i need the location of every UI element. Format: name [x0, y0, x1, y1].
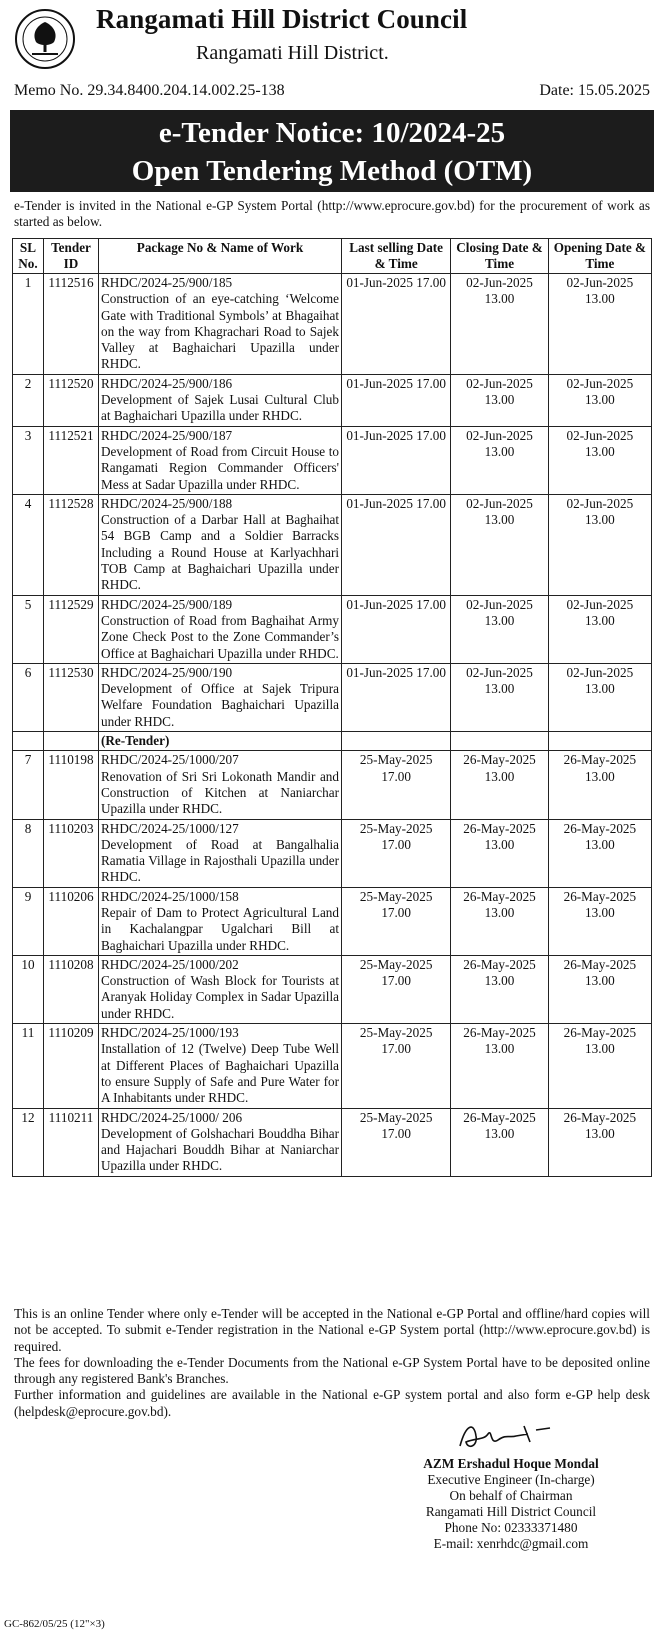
signer-name: AZM Ershadul Hoque Mondal [423, 1456, 599, 1471]
signer-title: Executive Engineer (In-charge) [427, 1472, 595, 1487]
cell-tender-id: 1112530 [44, 663, 99, 731]
table-row [13, 1024, 652, 1108]
work-name: Construction of Wash Block for Tourists at Aranyak Holiday Complex in Sadar Upazilla under RHDC. [101, 973, 339, 1021]
cell-last-selling: 25-May-2025 17.00 [342, 955, 451, 1023]
table-row [13, 595, 652, 663]
table-header-row [13, 239, 652, 274]
signer-org: Rangamati Hill District Council [425, 1504, 597, 1519]
package-number: RHDC/2024-25/900/189 [101, 596, 233, 612]
note-3: Further information and guidelines are available in the National e-GP system portal and also form e-GP help desk (helpdesk@eprocure.gov.bd). [14, 1387, 650, 1419]
cell-last-selling: 01-Jun-2025 17.00 [342, 494, 451, 595]
retender-label: (Re-Tender) [99, 732, 342, 751]
cell-last-selling: 25-May-2025 17.00 [342, 751, 451, 819]
cell-package [99, 663, 342, 731]
banner-line-1: e-Tender Notice: 10/2024-25 [158, 117, 506, 149]
table-row [13, 819, 652, 887]
cell-closing: 02-Jun-2025 13.00 [451, 426, 548, 494]
cell-package [99, 374, 342, 426]
signer-phone: Phone No: 02333371480 [444, 1520, 578, 1535]
header-package: Package No & Name of Work [99, 239, 342, 274]
retender-blank-3 [342, 732, 451, 751]
cell-closing: 26-May-2025 13.00 [451, 819, 548, 887]
cell-closing: 26-May-2025 13.00 [451, 1024, 548, 1108]
notice-banner [10, 110, 654, 192]
cell-closing: 26-May-2025 13.00 [451, 751, 548, 819]
package-number: RHDC/2024-25/900/185 [101, 275, 233, 290]
cell-opening: 26-May-2025 13.00 [548, 819, 651, 887]
header-closing: Closing Date & Time [451, 239, 548, 274]
cell-sl: 9 [13, 887, 44, 955]
header-tender-id: Tender ID [44, 239, 99, 274]
table-row [13, 1108, 652, 1176]
table-row [13, 374, 652, 426]
retender-blank-2 [44, 732, 99, 751]
header [10, 4, 654, 99]
cell-sl: 12 [13, 1108, 44, 1176]
cell-tender-id: 1110206 [44, 887, 99, 955]
cell-tender-id: 1110209 [44, 1024, 99, 1108]
cell-package [99, 426, 342, 494]
package-number: RHDC/2024-25/1000/ 206 [101, 1109, 243, 1125]
work-name: Development of Road at Bangalhalia Ramatia Village in Rajosthali Upazilla under RHDC. [101, 836, 339, 885]
cell-sl: 5 [13, 595, 44, 663]
retender-blank-1 [13, 732, 44, 751]
cell-opening: 02-Jun-2025 13.00 [548, 374, 651, 426]
package-number: RHDC/2024-25/900/190 [101, 664, 233, 680]
cell-sl: 8 [13, 819, 44, 887]
cell-closing: 02-Jun-2025 13.00 [451, 663, 548, 731]
work-name: Development of Road from Circuit House to Rangamati Region Commander Officers' Mess at Sadar Upazilla under RHDC. [101, 443, 339, 492]
package-number: RHDC/2024-25/900/188 [101, 495, 233, 511]
memo-number: Memo No. 29.34.8400.204.14.002.25-138 [14, 82, 285, 99]
table-row [13, 274, 652, 375]
org-subtitle: Rangamati Hill District. [196, 42, 389, 64]
cell-tender-id: 1110203 [44, 819, 99, 887]
signer-email: E-mail: xenrhdc@gmail.com [433, 1536, 589, 1551]
cell-sl: 3 [13, 426, 44, 494]
cell-tender-id: 1112529 [44, 595, 99, 663]
cell-sl: 2 [13, 374, 44, 426]
header-opening: Opening Date & Time [548, 239, 651, 274]
cell-closing: 02-Jun-2025 13.00 [451, 494, 548, 595]
signature-icon [454, 1416, 564, 1456]
cell-last-selling: 01-Jun-2025 17.00 [342, 426, 451, 494]
retender-blank-4 [451, 732, 548, 751]
work-name: Renovation of Sri Sri Lokonath Mandir and Construction of Kitchen at Naniarchar Upazilla under RHDC. [101, 768, 339, 817]
work-name: Construction of a Darbar Hall at Baghaihat 54 BGB Camp and a Soldier Barracks Including a Round House at Karlyachhari TOB Camp at Baghaichari Upazilla under RHDC. [101, 512, 339, 593]
package-number: RHDC/2024-25/900/187 [101, 427, 233, 443]
cell-package [99, 1108, 342, 1176]
package-number: RHDC/2024-25/1000/207 [101, 752, 239, 768]
intro-text: e-Tender is invited in the National e-GP System Portal (http://www.eprocure.gov.bd) for the procurement of work as started as below. [14, 198, 650, 229]
cell-opening: 02-Jun-2025 13.00 [548, 494, 651, 595]
cell-sl: 11 [13, 1024, 44, 1108]
cell-package [99, 1024, 342, 1108]
work-name: Construction of Road from Baghaihat Army Zone Check Post to the Zone Commander’s Office at Baghaichari Upazilla under RHDC. [101, 612, 339, 661]
footer-code: GC-862/05/25 (12"×3) [4, 1618, 105, 1630]
cell-opening: 02-Jun-2025 13.00 [548, 426, 651, 494]
cell-package [99, 751, 342, 819]
cell-package [99, 887, 342, 955]
cell-sl: 10 [13, 955, 44, 1023]
cell-package [99, 274, 342, 375]
cell-last-selling: 25-May-2025 17.00 [342, 819, 451, 887]
signer-behalf: On behalf of Chairman [449, 1488, 573, 1503]
org-title: Rangamati Hill District Council [96, 4, 468, 34]
package-number: RHDC/2024-25/1000/193 [101, 1025, 239, 1041]
council-seal-icon [14, 8, 76, 70]
work-name: Development of Sajek Lusai Cultural Club at Baghaichari Upazilla under RHDC. [101, 392, 339, 424]
cell-package [99, 955, 342, 1023]
work-name: Installation of 12 (Twelve) Deep Tube Well at Different Places of Baghaichari Upazilla to ensure Supply of Safe and Pure Water for A Inhabitants under RHDC. [101, 1041, 339, 1106]
cell-sl: 6 [13, 663, 44, 731]
header-last-selling: Last selling Date & Time [342, 239, 451, 274]
cell-opening: 26-May-2025 13.00 [548, 1024, 651, 1108]
cell-opening: 26-May-2025 13.00 [548, 1108, 651, 1176]
cell-package [99, 494, 342, 595]
retender-blank-5 [548, 732, 651, 751]
tender-notice [10, 4, 654, 1551]
signature-block [380, 1456, 642, 1552]
cell-tender-id: 1112521 [44, 426, 99, 494]
cell-tender-id: 1110211 [44, 1108, 99, 1176]
cell-last-selling: 01-Jun-2025 17.00 [342, 663, 451, 731]
cell-last-selling: 25-May-2025 17.00 [342, 1024, 451, 1108]
cell-package [99, 819, 342, 887]
cell-sl: 4 [13, 494, 44, 595]
cell-opening: 02-Jun-2025 13.00 [548, 663, 651, 731]
package-number: RHDC/2024-25/900/186 [101, 375, 233, 391]
cell-opening: 02-Jun-2025 13.00 [548, 274, 651, 375]
note-2: The fees for downloading the e-Tender Documents from the National e-GP System Portal have to be deposited online through any registered Bank's Branches. [14, 1354, 650, 1387]
work-name: Construction of an eye-catching ‘Welcome Gate with Traditional Symbols’ at Bhagaihat on the way from Khagrachari Road to Sajek Valley at Baghaichari Upazilla under RHDC. [101, 291, 339, 372]
cell-opening: 26-May-2025 13.00 [548, 955, 651, 1023]
cell-last-selling: 01-Jun-2025 17.00 [342, 274, 451, 375]
table-row [13, 887, 652, 955]
note-1: This is an online Tender where only e-Tender will be accepted in the National e-GP Portal and offline/hard copies will not be accepted. To submit e-Tender registration in the National e-GP System portal (http://www.eprocure.gov.bd) is required. [14, 1306, 650, 1354]
cell-closing: 26-May-2025 13.00 [451, 955, 548, 1023]
cell-opening: 26-May-2025 13.00 [548, 751, 651, 819]
cell-last-selling: 01-Jun-2025 17.00 [342, 595, 451, 663]
cell-opening: 26-May-2025 13.00 [548, 887, 651, 955]
header-sl: SL No. [13, 239, 44, 274]
cell-sl: 1 [13, 274, 44, 375]
work-name: Development of Office at Sajek Tripura Welfare Foundation Baghaichari Upazilla under RHDC. [101, 681, 339, 729]
cell-closing: 02-Jun-2025 13.00 [451, 595, 548, 663]
cell-closing: 02-Jun-2025 13.00 [451, 374, 548, 426]
cell-closing: 26-May-2025 13.00 [451, 887, 548, 955]
tender-table [12, 238, 652, 1177]
table-row [13, 494, 652, 595]
retender-row [13, 732, 652, 751]
work-name: Repair of Dam to Protect Agricultural Land in Kachalangpar Ugalchari Bill at Baghaichari Upazilla under RHDC. [101, 904, 339, 953]
cell-last-selling: 25-May-2025 17.00 [342, 1108, 451, 1176]
cell-tender-id: 1112520 [44, 374, 99, 426]
package-number: RHDC/2024-25/1000/202 [101, 956, 239, 972]
table-row [13, 663, 652, 731]
cell-last-selling: 01-Jun-2025 17.00 [342, 374, 451, 426]
cell-tender-id: 1110208 [44, 955, 99, 1023]
cell-tender-id: 1110198 [44, 751, 99, 819]
notes [14, 1306, 650, 1420]
table-row [13, 426, 652, 494]
cell-closing: 26-May-2025 13.00 [451, 1108, 548, 1176]
notice-date: Date: 15.05.2025 [539, 82, 650, 99]
work-name: Development of Golshachari Bouddha Bihar and Hajachari Bouddh Bihar at Naniarchar Upazilla under RHDC. [101, 1125, 339, 1174]
cell-opening: 02-Jun-2025 13.00 [548, 595, 651, 663]
cell-sl: 7 [13, 751, 44, 819]
cell-tender-id: 1112528 [44, 494, 99, 595]
cell-package [99, 595, 342, 663]
banner-line-2: Open Tendering Method (OTM) [131, 155, 533, 187]
cell-closing: 02-Jun-2025 13.00 [451, 274, 548, 375]
table-row [13, 955, 652, 1023]
cell-last-selling: 25-May-2025 17.00 [342, 887, 451, 955]
package-number: RHDC/2024-25/1000/158 [101, 888, 239, 904]
table-row [13, 751, 652, 819]
package-number: RHDC/2024-25/1000/127 [101, 820, 239, 836]
cell-tender-id: 1112516 [44, 274, 99, 375]
